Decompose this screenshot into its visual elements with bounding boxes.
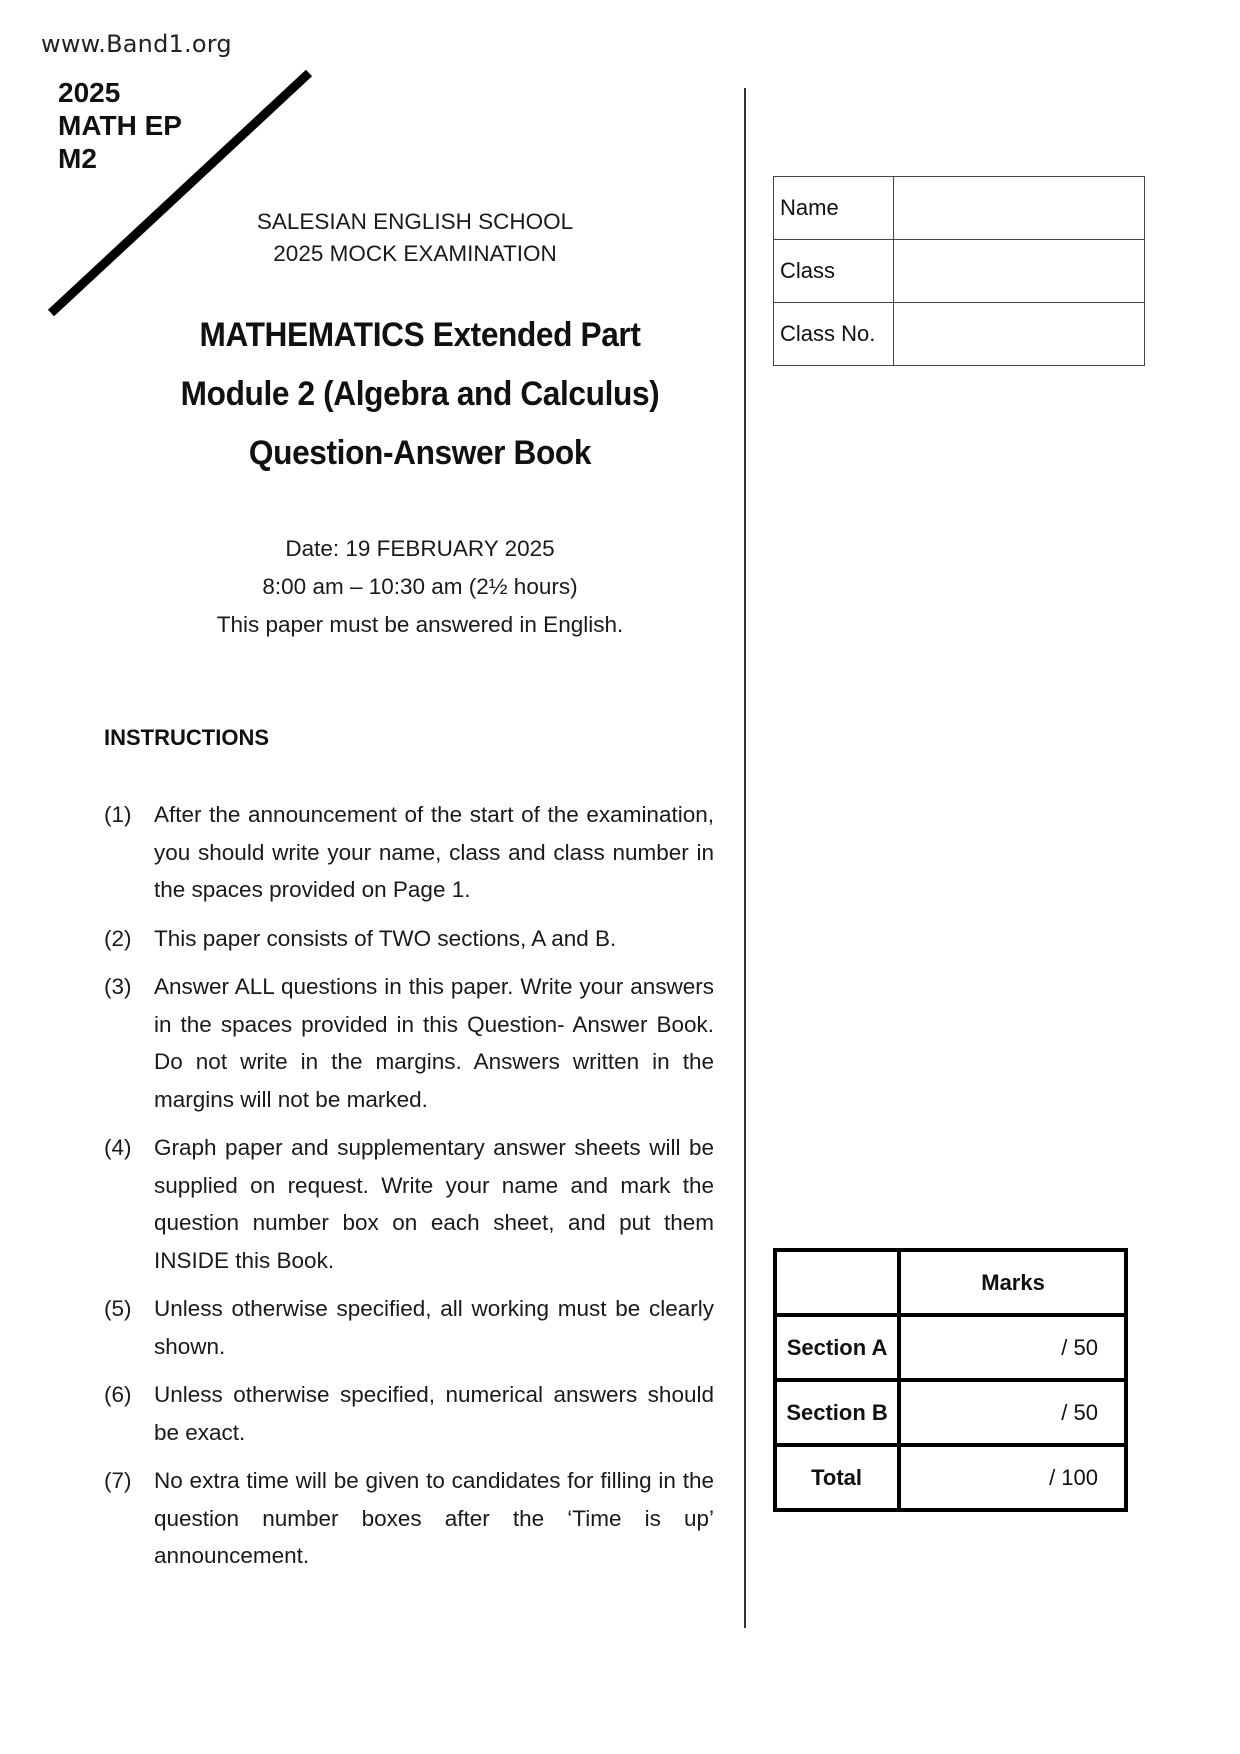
marks-row-total bbox=[775, 1445, 1126, 1510]
paper-code-subject: MATH EP bbox=[58, 110, 182, 141]
instruction-text: After the announcement of the start of the examination, you should write your name, class and class number in the spaces provided on Page 1. bbox=[154, 802, 714, 902]
exam-language: This paper must be answered in English. bbox=[216, 612, 624, 637]
marks-header-blank bbox=[775, 1250, 899, 1315]
instruction-number: (7) bbox=[104, 1468, 132, 1493]
instruction-item bbox=[104, 1376, 714, 1451]
slash-line bbox=[51, 73, 309, 313]
instruction-item bbox=[104, 1462, 714, 1575]
instruction-item bbox=[104, 1129, 714, 1279]
name-label: Name bbox=[774, 177, 894, 240]
title-module: Module 2 (Algebra and Calculus) bbox=[180, 375, 660, 413]
school-name: SALESIAN ENGLISH SCHOOL bbox=[256, 209, 574, 234]
class-no-field[interactable] bbox=[893, 303, 1144, 366]
instructions-heading: INSTRUCTIONS bbox=[104, 725, 269, 750]
instruction-number: (2) bbox=[104, 925, 132, 951]
instruction-number: (1) bbox=[104, 802, 132, 827]
total-marks: / 100 bbox=[899, 1445, 1126, 1510]
marks-header-row bbox=[775, 1250, 1126, 1315]
instruction-text: Unless otherwise specified, all working must be clearly shown. bbox=[154, 1296, 714, 1359]
instruction-number: (6) bbox=[104, 1382, 132, 1407]
info-row-class bbox=[774, 240, 1145, 303]
paper-code-module: M2 bbox=[58, 143, 97, 174]
section-a-label: Section A bbox=[775, 1315, 899, 1380]
student-info-table bbox=[773, 176, 1145, 366]
instruction-text: Unless otherwise specified, numerical answers should be exact. bbox=[154, 1382, 714, 1445]
marks-row-section-a bbox=[775, 1315, 1126, 1380]
instruction-item bbox=[104, 968, 714, 1118]
class-no-label: Class No. bbox=[774, 303, 894, 366]
exam-time: 8:00 am – 10:30 am (2½ hours) bbox=[262, 574, 578, 599]
info-row-name bbox=[774, 177, 1145, 240]
title-subject: MATHEMATICS Extended Part bbox=[199, 316, 641, 354]
vertical-divider bbox=[744, 88, 746, 1628]
marks-header: Marks bbox=[899, 1250, 1126, 1315]
section-b-label: Section B bbox=[775, 1380, 899, 1445]
instruction-text: No extra time will be given to candidates for filling in the question number boxes after the ‘Time is up’ announcement. bbox=[154, 1468, 714, 1568]
instruction-item bbox=[104, 1290, 714, 1365]
instruction-text: Graph paper and supplementary answer sheets will be supplied on request. Write your name and mark the question number box on each sheet, and put them INSIDE this Book. bbox=[154, 1135, 714, 1273]
instruction-number: (5) bbox=[104, 1296, 132, 1321]
class-label: Class bbox=[774, 240, 894, 303]
instruction-text: Answer ALL questions in this paper. Write your answers in the spaces provided in this Question- Answer Book. Do not write in the margins. Answers written in the margins will not be marked. bbox=[154, 974, 714, 1112]
marks-row-section-b bbox=[775, 1380, 1126, 1445]
diagonal-slash-mark bbox=[0, 0, 320, 330]
instruction-number: (4) bbox=[104, 1135, 132, 1160]
class-field[interactable] bbox=[893, 240, 1144, 303]
marks-table bbox=[773, 1248, 1128, 1512]
name-field[interactable] bbox=[893, 177, 1144, 240]
instruction-number: (3) bbox=[104, 974, 132, 999]
exam-date: Date: 19 FEBRUARY 2025 bbox=[285, 536, 555, 561]
instruction-text: This paper consists of TWO sections, A and B. bbox=[154, 925, 617, 951]
watermark-text: www.Band1.org bbox=[41, 30, 232, 58]
exam-name: 2025 MOCK EXAMINATION bbox=[273, 241, 557, 266]
total-label: Total bbox=[775, 1445, 899, 1510]
paper-code-year: 2025 bbox=[58, 77, 121, 108]
instruction-item bbox=[104, 920, 714, 958]
info-row-class-no bbox=[774, 303, 1145, 366]
section-a-marks: / 50 bbox=[899, 1315, 1126, 1380]
instructions-list bbox=[104, 796, 714, 1586]
instruction-item bbox=[104, 796, 714, 909]
section-b-marks: / 50 bbox=[899, 1380, 1126, 1445]
title-book: Question-Answer Book bbox=[248, 434, 592, 472]
